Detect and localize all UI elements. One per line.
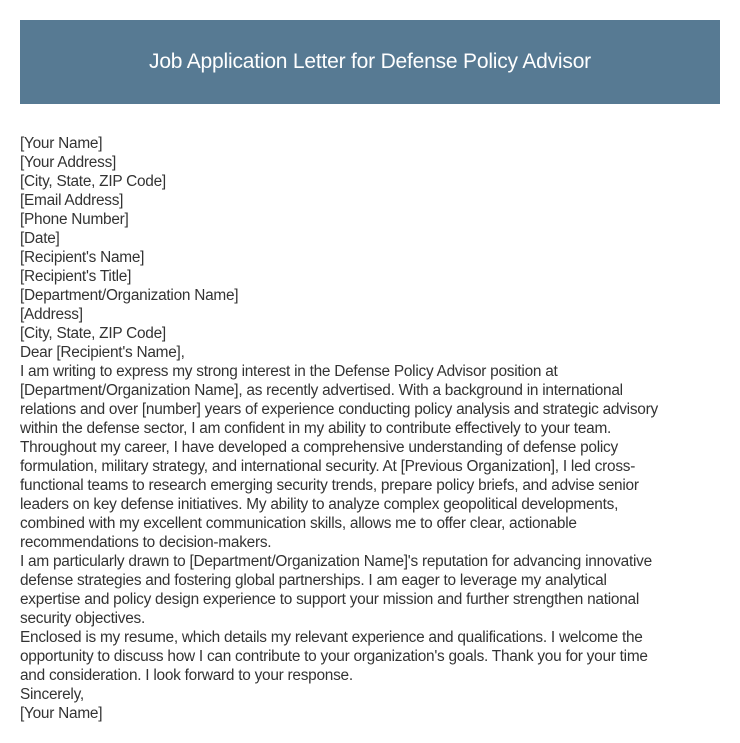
sender-city-state-zip: [City, State, ZIP Code] [20, 173, 166, 190]
closing: Sincerely, [20, 686, 84, 703]
recipient-organization: [Department/Organization Name] [20, 287, 239, 304]
sender-block [20, 134, 730, 229]
sender-phone: [Phone Number] [20, 211, 129, 228]
paragraph-line: recommendations to decision-makers. [20, 534, 272, 551]
recipient-block [20, 248, 730, 343]
salutation: Dear [Recipient's Name], [20, 344, 185, 361]
paragraph-line: combined with my excellent communication skills, allows me to offer clear, actionable [20, 515, 577, 532]
sender-email: [Email Address] [20, 192, 124, 209]
recipient-address: [Address] [20, 306, 83, 323]
recipient-name: [Recipient's Name] [20, 249, 145, 266]
paragraph-closing [20, 628, 730, 685]
paragraph-line: security objectives. [20, 610, 146, 627]
paragraph-line: opportunity to discuss how I can contribute to your organization's goals. Thank you for your time [20, 648, 648, 665]
signature: [Your Name] [20, 705, 103, 722]
recipient-title: [Recipient's Title] [20, 268, 132, 285]
letter-date: [Date] [20, 230, 60, 247]
paragraph-line: defense strategies and fostering global partnerships. I am eager to leverage my analytical [20, 572, 607, 589]
page-title: Job Application Letter for Defense Policy Advisor [149, 50, 591, 73]
paragraph-intro [20, 362, 730, 438]
paragraph-line: formulation, military strategy, and international security. At [Previous Organization], I led cross- [20, 458, 636, 475]
letter-header [20, 20, 720, 104]
paragraph-line: Throughout my career, I have developed a comprehensive understanding of defense policy [20, 439, 618, 456]
paragraph-line: and consideration. I look forward to your response. [20, 667, 353, 684]
paragraph-line: expertise and policy design experience to support your mission and further strengthen national [20, 591, 640, 608]
sender-name: [Your Name] [20, 135, 103, 152]
paragraph-line: within the defense sector, I am confident in my ability to contribute effectively to your team. [20, 420, 612, 437]
paragraph-experience [20, 438, 730, 552]
paragraph-line: Enclosed is my resume, which details my relevant experience and qualifications. I welcome the [20, 629, 643, 646]
paragraph-line: relations and over [number] years of experience conducting policy analysis and strategic advisory [20, 401, 658, 418]
paragraph-line: leaders on key defense initiatives. My ability to analyze complex geopolitical developments, [20, 496, 619, 513]
paragraph-line: [Department/Organization Name], as recently advertised. With a background in international [20, 382, 623, 399]
sender-address: [Your Address] [20, 154, 117, 171]
paragraph-line: I am particularly drawn to [Department/Organization Name]'s reputation for advancing innovative [20, 553, 652, 570]
letter-body [20, 134, 730, 723]
paragraph-motivation [20, 552, 730, 628]
paragraph-line: functional teams to research emerging security trends, prepare policy briefs, and advise senior [20, 477, 639, 494]
recipient-city-state-zip: [City, State, ZIP Code] [20, 325, 166, 342]
paragraph-line: I am writing to express my strong interest in the Defense Policy Advisor position at [20, 363, 558, 380]
